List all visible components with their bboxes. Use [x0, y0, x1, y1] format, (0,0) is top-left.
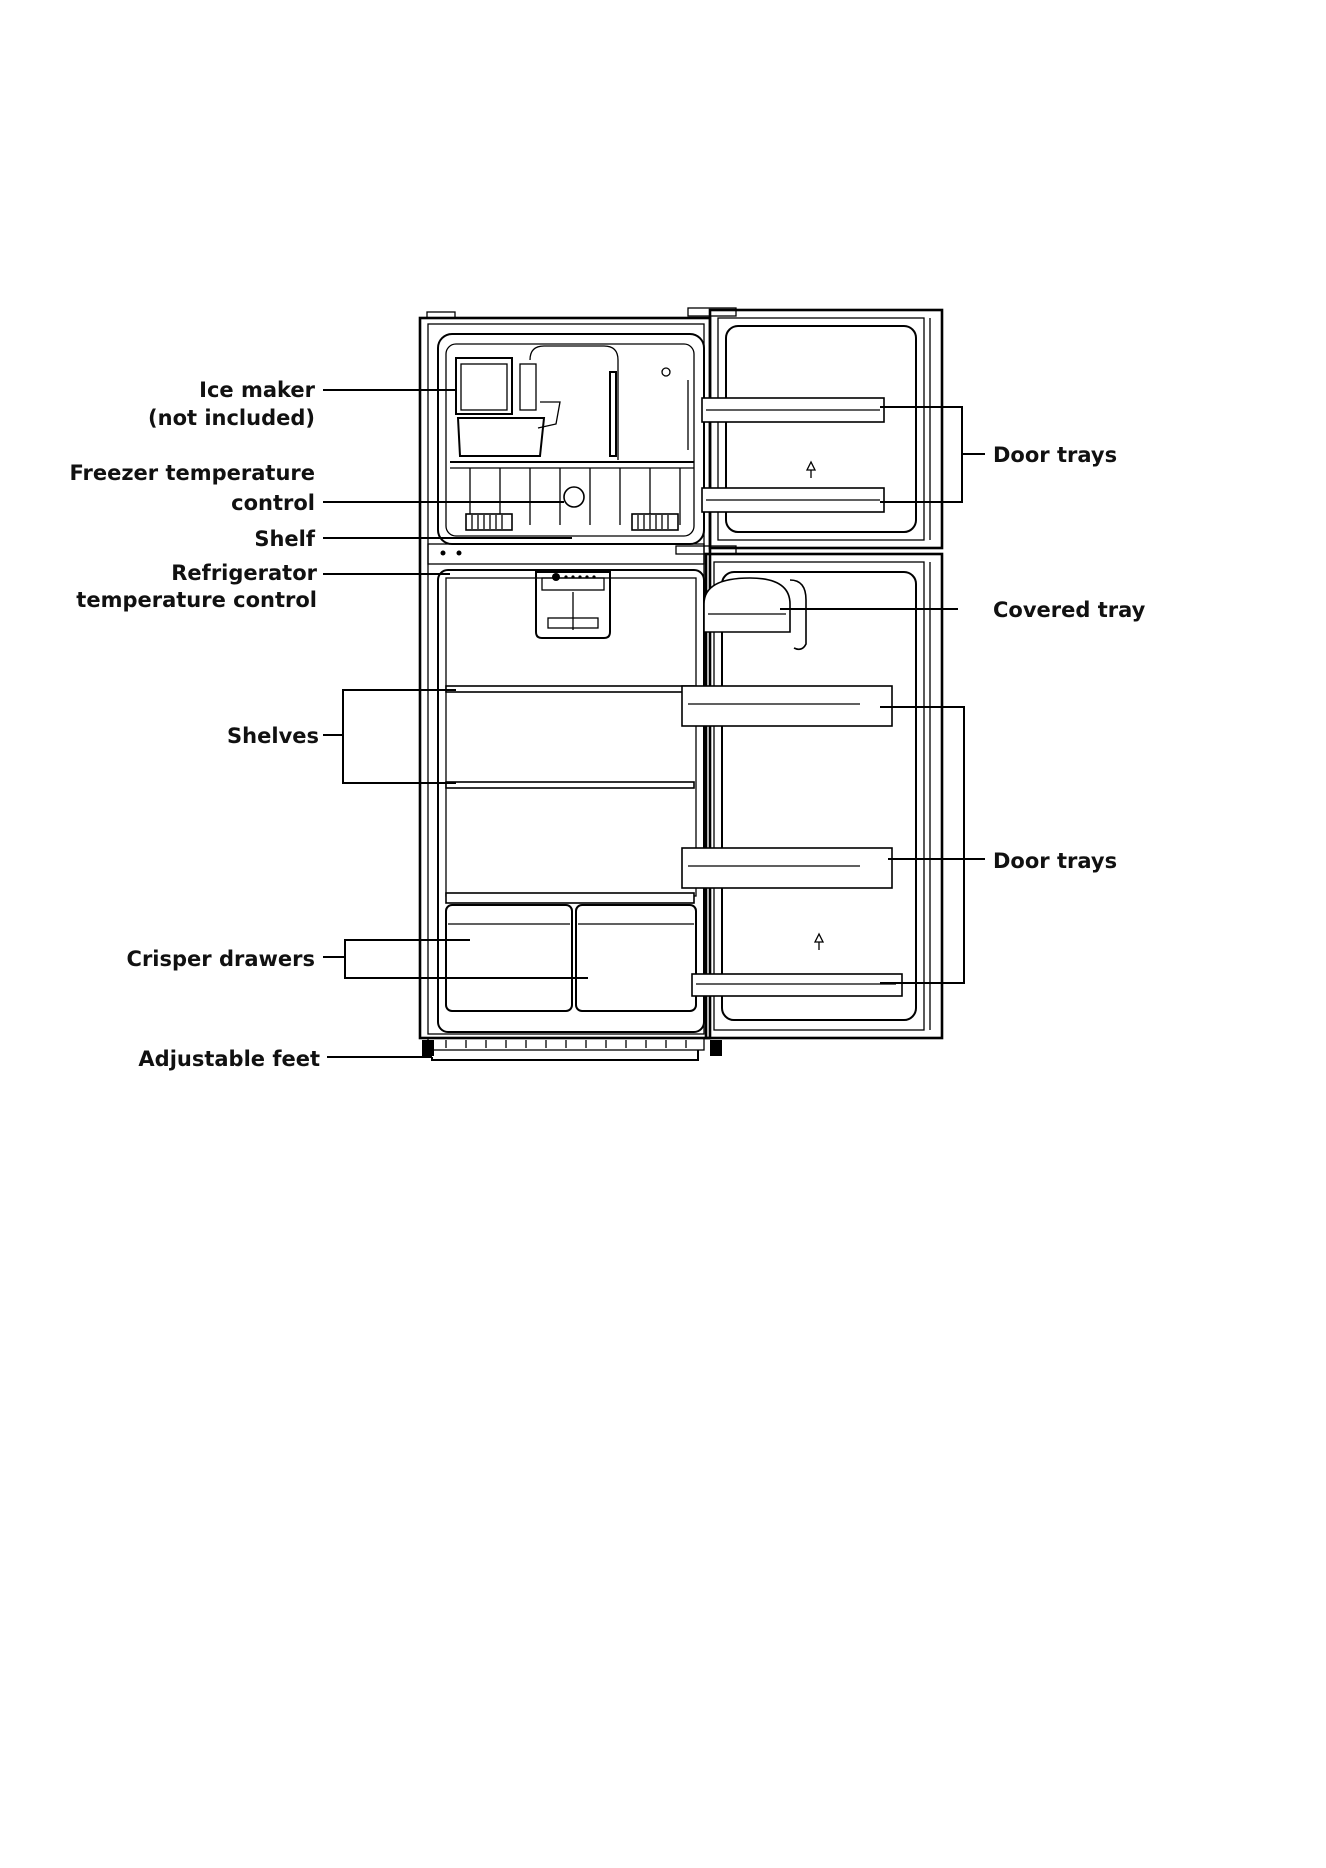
label-refrigerator-temperature-control: Refrigerator: [171, 561, 317, 585]
crisper-drawer-left: [446, 905, 572, 1011]
foot-right: [710, 1040, 722, 1056]
label-freezer-temperature-control: Freezer temperature: [69, 461, 315, 485]
label-adjustable-feet: Adjustable feet: [138, 1047, 320, 1071]
label-door-trays-lower: Door trays: [993, 849, 1118, 873]
freezer-compartment: [438, 334, 704, 544]
refrigerator-temperature-control-housing: [536, 572, 610, 638]
refrigerator-illustration: [420, 308, 942, 1056]
fresh-food-door: [682, 554, 942, 1038]
ice-maker: [456, 358, 560, 456]
label-shelves: Shelves: [227, 724, 319, 748]
covered-tray: [704, 578, 806, 649]
fresh-food-compartment: [438, 570, 704, 1032]
label-refrigerator-temperature-control-2: temperature control: [76, 588, 317, 612]
label-shelf: Shelf: [254, 527, 315, 551]
label-crisper-drawers: Crisper drawers: [126, 947, 315, 971]
foot-left: [422, 1040, 434, 1056]
label-covered-tray: Covered tray: [993, 598, 1146, 622]
label-ice-maker-note: (not included): [148, 406, 315, 430]
crisper-drawer-right: [576, 905, 696, 1011]
freezer-temperature-knob: [564, 487, 584, 507]
freezer-door: [702, 310, 942, 548]
label-freezer-temperature-control-2: control: [231, 491, 315, 515]
label-door-trays-upper: Door trays: [993, 443, 1118, 467]
label-ice-maker: Ice maker: [199, 378, 315, 402]
callout-labels: [69, 378, 1145, 1071]
